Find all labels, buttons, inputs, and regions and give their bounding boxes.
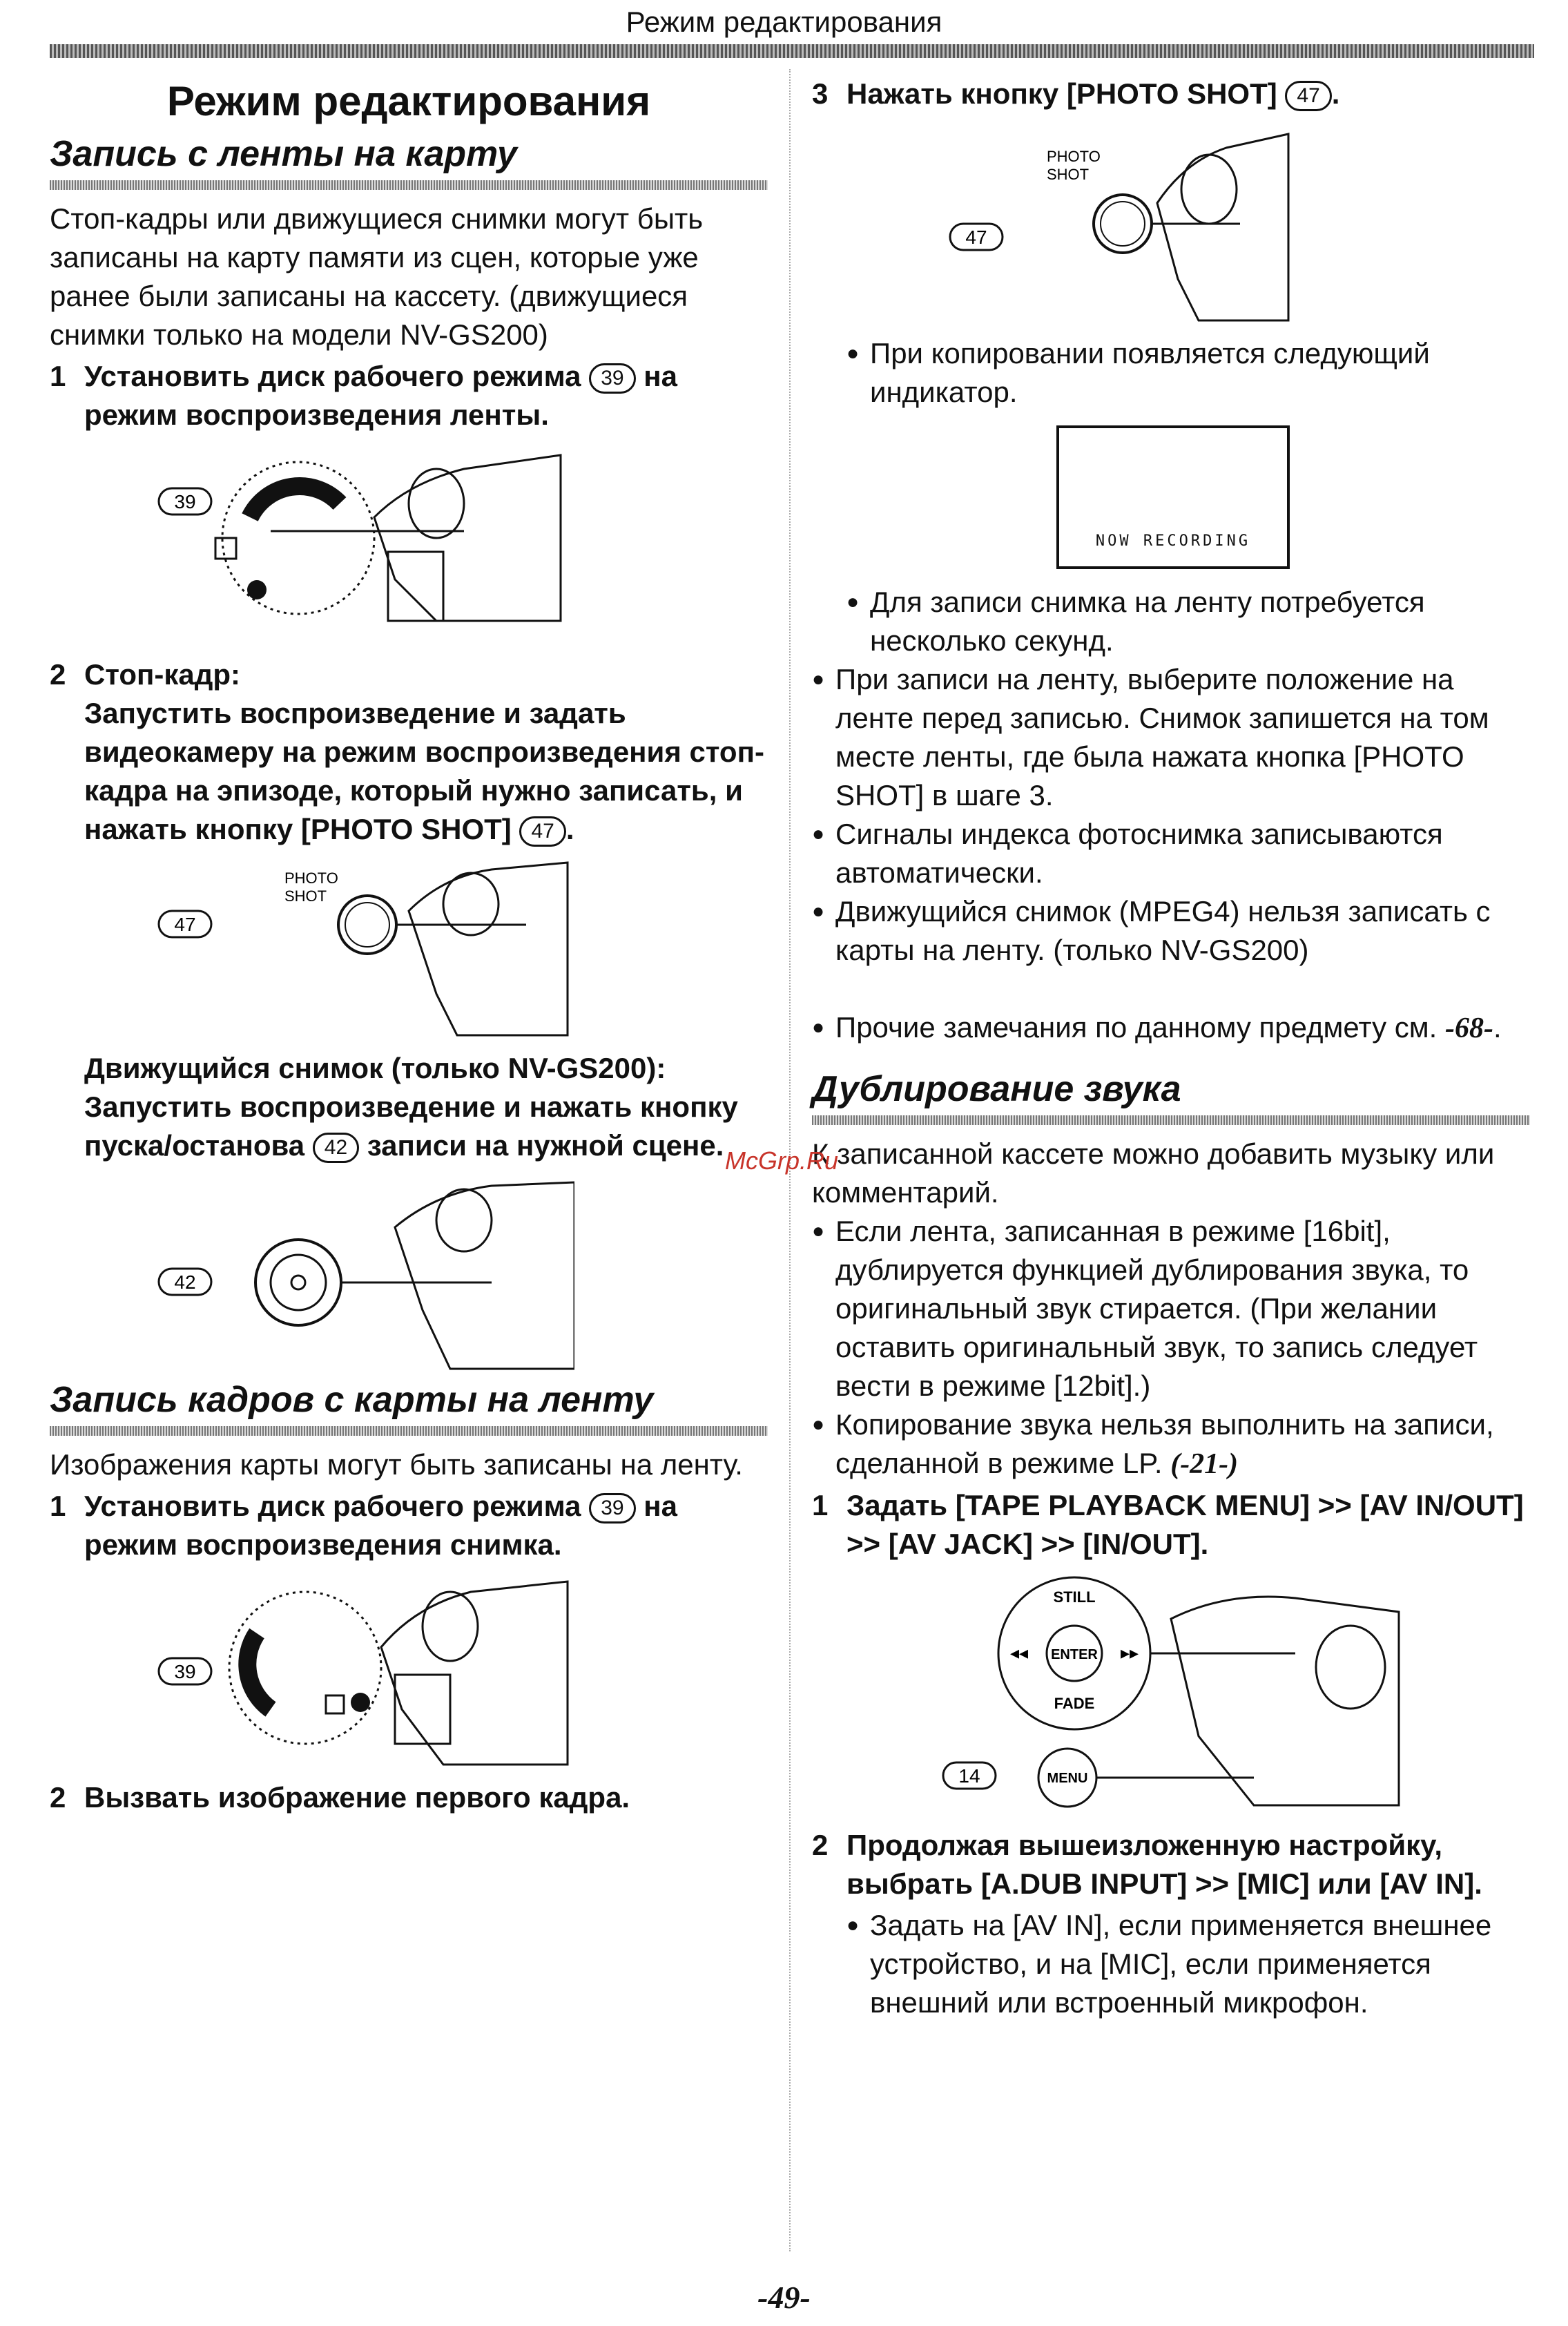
ref-badge-14: 14 <box>958 1765 980 1787</box>
step-text-a: Установить диск рабочего режима <box>84 1490 581 1522</box>
step-text: Вызвать изображение первого кадра. <box>84 1781 630 1814</box>
step-text-a: Запустить воспроизведение и нажать кнопку пуска/останова <box>84 1090 738 1162</box>
step-number: 1 <box>50 360 66 392</box>
still-label: STILL <box>1053 1588 1096 1606</box>
section-heading-tape-to-card: Запись с ленты на карту <box>50 134 517 174</box>
right-column <box>812 69 1530 2022</box>
joystick-menu-icon <box>812 1570 1406 1819</box>
bullet-item <box>812 660 1530 815</box>
page-reference: -68- <box>1445 1012 1493 1044</box>
step-text-b: записи на нужной сцене. <box>367 1129 724 1162</box>
section-intro: К записанной кассете можно добавить музыку или комментарий. <box>812 1137 1495 1209</box>
fade-label: FADE <box>1054 1695 1095 1712</box>
bullet-item <box>846 334 1530 412</box>
bullet-dot: ● <box>812 1016 825 1039</box>
bullet-text: При записи на ленту, выберите положение на ленте перед записью. Снимок запишется на том месте ленты, где была нажата кнопка [PHOTO SHOT] в шаге 3. <box>835 663 1489 811</box>
bullet-dot: ● <box>812 1220 825 1242</box>
bullet-text: Движущийся снимок (MPEG4) нельзя записать с карты на ленту. (только NV-GS200) <box>835 895 1491 966</box>
section-heading-audio-dubbing: Дублирование звука <box>812 1069 1181 1109</box>
photo-shot-button-icon <box>812 120 1337 327</box>
start-stop-button-icon <box>50 1172 574 1372</box>
step-text: Нажать кнопку [PHOTO SHOT] 47 . <box>846 77 1340 110</box>
step-number: 1 <box>50 1490 66 1522</box>
bullet-dot: ● <box>812 823 825 845</box>
running-header: Режим редактирования <box>626 6 942 38</box>
step-text-a: Установить диск рабочего режима <box>84 360 581 392</box>
step-number: 3 <box>812 77 829 110</box>
page-title: Режим редактирования <box>166 78 651 124</box>
start-stop-illustration <box>50 1172 768 1372</box>
bullet-text: Прочие замечания по данному предмету см. -68-. <box>835 1011 1502 1044</box>
moving-image-step <box>84 1049 768 1165</box>
step-text: Задать [TAPE PLAYBACK MENU] >> [AV IN/OUT] >> [AV JACK] >> [IN/OUT]. <box>846 1489 1524 1560</box>
shot-label: SHOT <box>284 887 327 905</box>
bullet-dot: ● <box>812 1413 825 1436</box>
dub-step-1 <box>812 1486 1530 1564</box>
photo-shot-button-icon <box>50 856 574 1042</box>
bullet-item <box>812 892 1530 970</box>
bullet-text-a: Прочие замечания по данному предмету см. <box>835 1011 1438 1044</box>
svg-text:▸▸: ▸▸ <box>1120 1643 1139 1664</box>
step-text: Продолжая вышеизложенную настройку, выбрать [A.DUB INPUT] >> [MIC] или [AV IN]. <box>846 1829 1482 1900</box>
section-rule <box>812 1115 1530 1125</box>
dub-step-2 <box>812 1826 1530 1903</box>
bullet-dot: ● <box>846 1914 860 1936</box>
svg-text:PHOTO: PHOTO <box>1047 148 1101 165</box>
joystick-menu-illustration <box>812 1570 1530 1819</box>
step-2 <box>50 655 768 849</box>
mode-dial-camera-icon <box>50 1571 574 1771</box>
page-number: -49- <box>757 2280 811 2315</box>
bullet-text: Если лента, записанная в режиме [16bit], дублируется функцией дублирования звука, то оригинальный звук стирается. (При желании оставить оригинальный звук, то запись следует вести в режиме [12bit].) <box>835 1215 1478 1402</box>
left-column <box>50 69 768 1820</box>
page-reference: (-21-) <box>1170 1448 1239 1480</box>
step-1 <box>50 357 768 434</box>
indicator-text: NOW RECORDING <box>1095 532 1251 550</box>
step-text-a: Запустить воспроизведение и задать видеокамеру на режим воспроизведения стоп-кадра на эпизоде, который нужно записать, и нажать кнопку [PHOTO SHOT] <box>84 697 764 845</box>
step-text <box>84 1049 768 1165</box>
photo-label: PHOTO <box>284 869 338 887</box>
svg-text:39: 39 <box>174 1661 196 1682</box>
section-intro: Стоп-кадры или движущиеся снимки могут быть записаны на карту памяти из сцен, которые уже ранее были записаны на кассету. (движущиеся снимки только на модели NV-GS200) <box>50 202 704 351</box>
step-2 <box>50 1778 768 1817</box>
ref-badge: 39 <box>589 1493 635 1524</box>
photo-shot-illustration <box>50 856 768 1042</box>
bullet-dot: ● <box>846 342 860 365</box>
step-text-b: на режим воспроизведения ленты. <box>84 360 677 431</box>
bullet-text-a: Копирование звука нельзя выполнить на записи, сделанной в режиме LP. <box>835 1408 1494 1479</box>
bullet-item <box>812 1405 1530 1483</box>
svg-text:42: 42 <box>174 1271 196 1293</box>
menu-label: MENU <box>1047 1771 1088 1786</box>
mode-dial-camera-icon <box>50 441 574 648</box>
section-heading-card-to-tape: Запись кадров с карты на ленту <box>50 1380 654 1420</box>
step-text <box>84 357 768 434</box>
svg-text:39: 39 <box>174 491 196 512</box>
step-subtitle: Движущийся снимок (только NV-GS200): <box>84 1052 666 1084</box>
step-text: Стоп-кадр: Запустить воспроизведение и задать видеокамеру на режим воспроизведения стоп-кадра на эпизоде, который нужно записать, и нажать кнопку [PHOTO SHOT] 47 . <box>84 655 768 849</box>
bullet-text: При копировании появляется следующий индикатор. <box>870 337 1430 408</box>
bullet-text: Задать на [AV IN], если применяется внешнее устройство, и на [MIC], если применяется внешний или встроенный микрофон. <box>870 1909 1492 2019</box>
step-number: 1 <box>812 1489 829 1521</box>
bullet-dot: ● <box>846 590 860 613</box>
svg-text:47: 47 <box>174 914 196 935</box>
section-rule <box>50 180 768 190</box>
step-number: 2 <box>812 1829 829 1861</box>
photo-shot-illustration <box>812 120 1530 327</box>
svg-text:SHOT: SHOT <box>1047 166 1090 183</box>
ref-badge: 39 <box>589 363 635 394</box>
step-1 <box>50 1487 768 1564</box>
section-intro: Изображения карты могут быть записаны на ленту. <box>50 1448 743 1481</box>
bullet-dot: ● <box>812 668 825 691</box>
header-rule <box>50 44 1534 58</box>
step-number: 2 <box>50 1781 66 1814</box>
enter-label: ENTER <box>1051 1647 1098 1662</box>
bullet-item <box>846 1906 1530 2022</box>
step-subtitle: Стоп-кадр: <box>84 658 241 691</box>
bullet-text: Сигналы индекса фотоснимка записываются автоматически. <box>835 818 1443 889</box>
mode-dial-illustration <box>50 1571 768 1771</box>
mode-dial-illustration <box>50 441 768 648</box>
step-3 <box>812 75 1530 113</box>
ref-badge: 42 <box>313 1133 359 1163</box>
step-text-b: на режим воспроизведения снимка. <box>84 1490 677 1561</box>
step-number: 2 <box>50 658 66 691</box>
step-text-a: Нажать кнопку [PHOTO SHOT] <box>846 77 1277 110</box>
bullet-item <box>846 583 1530 660</box>
bullet-item <box>812 1212 1530 1405</box>
ref-badge: 47 <box>519 816 565 847</box>
section-rule <box>50 1426 768 1436</box>
bullet-text: Для записи снимка на ленту потребуется несколько секунд. <box>870 586 1425 657</box>
bullet-text <box>835 1405 1530 1483</box>
bullet-dot: ● <box>812 900 825 923</box>
watermark: McGrp.Ru <box>725 1146 839 1175</box>
ref-badge: 47 <box>1285 81 1331 111</box>
bullet-item <box>812 815 1530 892</box>
svg-text:◂◂: ◂◂ <box>1009 1643 1029 1664</box>
bullet-item <box>812 1008 1530 1048</box>
step-text <box>84 1487 768 1564</box>
svg-text:47: 47 <box>965 227 987 248</box>
now-recording-indicator <box>1056 425 1290 569</box>
